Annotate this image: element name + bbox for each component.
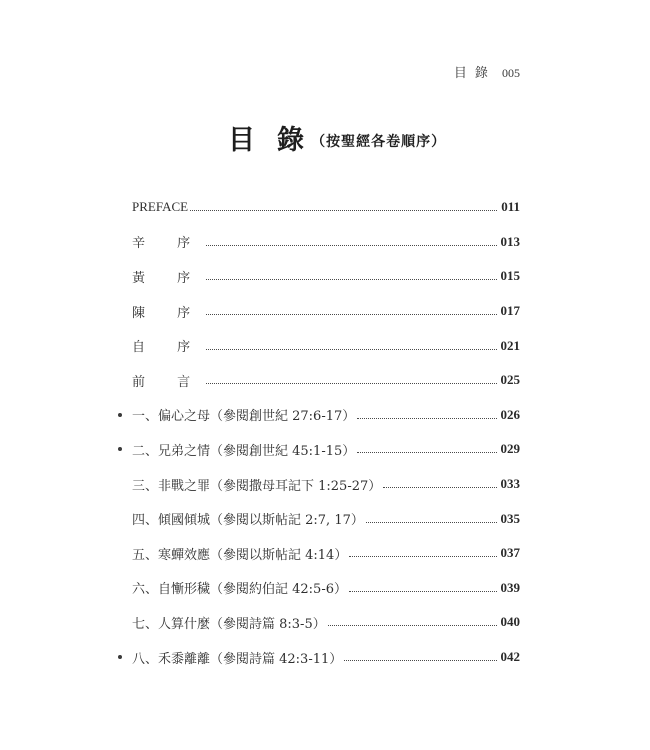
bullet-marker xyxy=(118,655,122,659)
page-title xyxy=(228,118,446,157)
toc-entry-label: 辛 序 xyxy=(132,236,205,252)
toc-entry-page: 040 xyxy=(500,614,520,630)
dot-leader xyxy=(349,546,497,560)
toc-entry-page: 037 xyxy=(500,545,520,561)
table-of-contents xyxy=(118,190,520,674)
page-title-main: 目錄 xyxy=(228,125,326,156)
toc-entry-page: 035 xyxy=(500,510,520,526)
dot-leader xyxy=(206,373,497,387)
dot-leader xyxy=(344,650,497,664)
toc-entry-label: 黃 序 xyxy=(132,270,205,286)
dot-leader xyxy=(357,442,497,456)
toc-entry-label: 八、禾黍離離（參閱詩篇 42:3-11） xyxy=(132,651,343,667)
toc-entry-page: 025 xyxy=(500,372,520,388)
toc-entry-chapter-5[interactable] xyxy=(118,536,520,571)
toc-entry-label: 六、自慚形穢（參閱約伯記 42:5-6） xyxy=(132,582,347,598)
dot-leader xyxy=(206,235,497,249)
toc-entry-foreword[interactable] xyxy=(118,363,520,398)
toc-entry-label: 自 序 xyxy=(132,340,205,356)
running-header-title: 目錄 xyxy=(453,66,496,81)
dot-leader xyxy=(206,269,497,283)
dot-leader xyxy=(349,581,497,595)
running-header xyxy=(454,62,520,81)
toc-entry-label: 陳 序 xyxy=(132,305,205,321)
toc-entry-page: 042 xyxy=(500,649,520,665)
toc-entry-page: 015 xyxy=(500,268,520,284)
toc-entry-label: 三、非戰之罪（參閱撒母耳記下 1:25-27） xyxy=(132,478,382,494)
toc-entry-chapter-8[interactable] xyxy=(118,640,520,675)
toc-entry-chapter-2[interactable] xyxy=(118,432,520,467)
running-header-page-number: 005 xyxy=(502,66,520,80)
dot-leader xyxy=(206,304,497,318)
toc-entry-chen-preface[interactable] xyxy=(118,294,520,329)
toc-entry-preface[interactable] xyxy=(118,190,520,225)
toc-entry-label: 二、兄弟之情（參閱創世紀 45:1-15） xyxy=(132,443,356,459)
toc-entry-label: PREFACE xyxy=(132,199,189,215)
toc-entry-label: 七、人算什麼（參閱詩篇 8:3-5） xyxy=(132,616,326,632)
toc-entry-page: 021 xyxy=(500,337,520,353)
dot-leader xyxy=(357,408,497,422)
dot-leader xyxy=(366,512,497,526)
toc-entry-page: 013 xyxy=(500,233,520,249)
dot-leader xyxy=(328,615,497,629)
toc-entry-page: 029 xyxy=(500,441,520,457)
toc-entry-huang-preface[interactable] xyxy=(118,259,520,294)
dot-leader xyxy=(206,339,497,353)
toc-entry-label: 前 言 xyxy=(132,374,205,390)
toc-entry-chapter-6[interactable] xyxy=(118,571,520,606)
dot-leader xyxy=(383,477,497,491)
toc-entry-label: 四、傾國傾城（參閱以斯帖記 2:7, 17） xyxy=(132,513,364,529)
toc-entry-label: 一、偏心之母（參閱創世紀 27:6-17） xyxy=(132,409,356,425)
toc-entry-chapter-4[interactable] xyxy=(118,501,520,536)
toc-entry-chapter-1[interactable] xyxy=(118,398,520,433)
bullet-marker xyxy=(118,413,122,417)
toc-entry-page: 017 xyxy=(500,303,520,319)
toc-entry-page: 011 xyxy=(501,199,520,215)
toc-entry-page: 026 xyxy=(500,406,520,422)
toc-entry-page: 039 xyxy=(500,579,520,595)
toc-entry-author-preface[interactable] xyxy=(118,328,520,363)
toc-entry-xin-preface[interactable] xyxy=(118,225,520,260)
page-title-subtitle: （按聖經各卷順序） xyxy=(311,134,447,150)
toc-entry-chapter-7[interactable] xyxy=(118,605,520,640)
toc-entry-label: 五、寒蟬效應（參閱以斯帖記 4:14） xyxy=(132,547,348,563)
toc-entry-page: 033 xyxy=(500,476,520,492)
toc-entry-chapter-3[interactable] xyxy=(118,467,520,502)
dot-leader xyxy=(190,200,497,214)
